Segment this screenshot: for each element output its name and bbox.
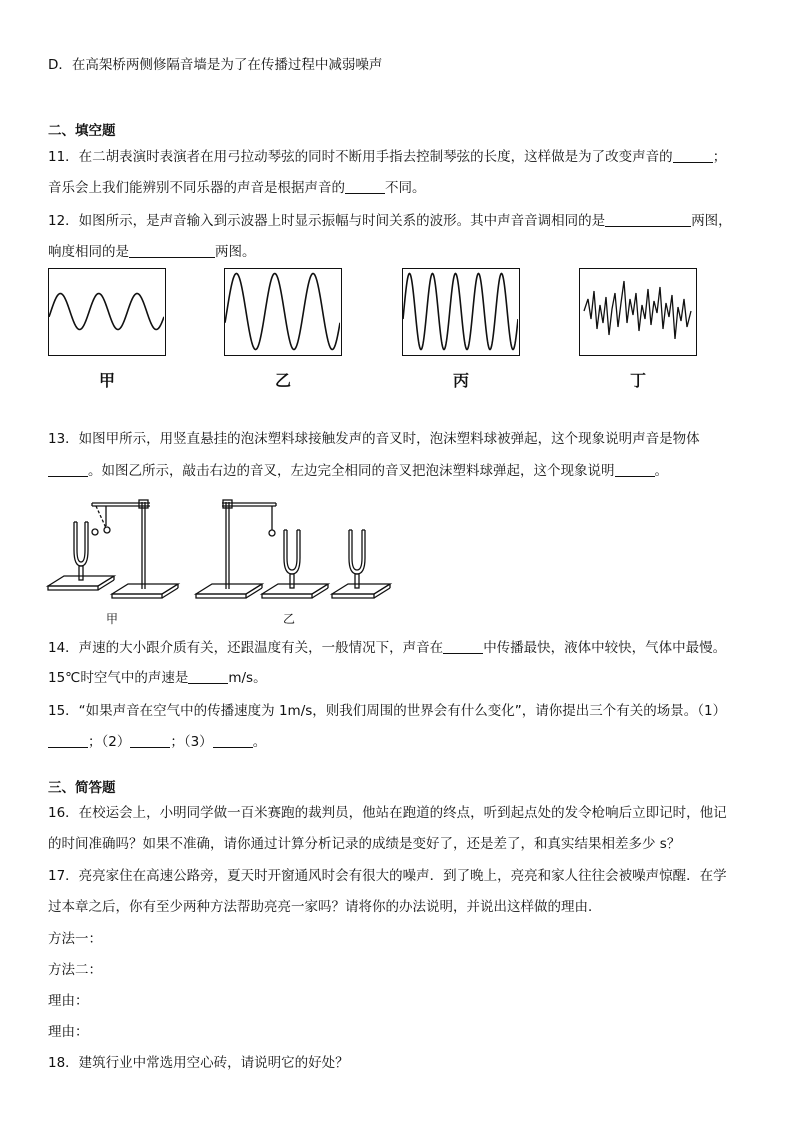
q14-line1 (48, 638, 726, 658)
q14-text2-end: m/s。 (228, 670, 267, 686)
q17-method1: 方法一： (48, 931, 102, 947)
q11-text1-end: ； (712, 149, 727, 165)
q13-text2-end: 。 (654, 463, 668, 479)
q18-line1: 18．建筑行业中常选用空心砖，请说明它的好处？ (48, 1055, 349, 1071)
q11-blank-2[interactable] (345, 179, 385, 194)
q12-blank-1[interactable] (605, 212, 691, 227)
section-title-fill-in: 二、填空题 (48, 123, 116, 139)
q12-text1: 12．如图所示，是声音输入到示波器上时显示振幅与时间关系的波形。其中声音音调相同的是 (48, 213, 606, 229)
q12-blank-2[interactable] (129, 243, 215, 258)
q16-line2: 的时间准确吗？如果不准确，请你通过计算分析记录的成绩是变好了，还是差了，和真实结果相差多少 s？ (48, 836, 681, 852)
waveform-yi (224, 268, 342, 356)
tuning-fork-figures (44, 494, 394, 606)
waveform-jia (48, 268, 166, 356)
q16-line1: 16．在校运会上，小明同学做一百米赛跑的裁判员，他站在跑道的终点，听到起点处的发令枪响后立即记时，他记 (48, 805, 727, 821)
q11-blank-1[interactable] (673, 148, 713, 163)
q11-line1 (48, 147, 726, 167)
waveform-yi-graphic (225, 269, 340, 354)
q11-line2 (48, 178, 426, 198)
q15-end: 。 (252, 734, 267, 750)
q17-line2: 过本章之后，你有至少两种方法帮助亮亮一家吗？请将你的办法说明，并说出这样做的理由． (48, 899, 602, 915)
q12-line1 (48, 211, 732, 231)
waveform-jia-graphic (49, 269, 164, 354)
section-title-short-answer: 三、简答题 (48, 780, 116, 796)
waveform-label-bing: 丙 (452, 371, 469, 390)
q14-line2 (48, 668, 267, 688)
q10-option-d: D．在高架桥两侧修隔音墙是为了在传播过程中减弱噪声 (48, 57, 383, 73)
q17-reason2: 理由： (48, 1024, 89, 1040)
waveform-ding (579, 268, 697, 356)
q14-text2: 15℃时空气中的声速是 (48, 670, 189, 686)
q15-blank-1[interactable] (48, 733, 88, 748)
q14-blank-2[interactable] (188, 669, 228, 684)
q13-blank-1[interactable] (48, 462, 88, 477)
q15-sep1: ；（2） (88, 734, 131, 750)
waveform-ding-graphic (580, 269, 695, 354)
waveform-bing-graphic (403, 269, 518, 354)
q14-text1-end: 中传播最快，液体中较快，气体中最慢。 (483, 640, 727, 656)
q17-reason1: 理由： (48, 993, 89, 1009)
q15-sep2: ；（3） (170, 734, 213, 750)
q15-blank-3[interactable] (213, 733, 253, 748)
q17-line1: 17．亮亮家住在高速公路旁，夏天时开窗通风时会有很大的噪声．到了晚上，亮亮和家人往往会被噪声惊醒．在学 (48, 868, 727, 884)
q13-text2: 。如图乙所示，敲击右边的音叉，左边完全相同的音叉把泡沫塑料球弹起，这个现象说明 (88, 463, 615, 479)
q12-text1-end: 两图， (691, 213, 732, 229)
q12-text2: 响度相同的是 (48, 244, 129, 260)
q15-blank-2[interactable] (130, 733, 170, 748)
q14-blank-1[interactable] (443, 639, 483, 654)
q11-text1: 11．在二胡表演时表演者在用弓拉动琴弦的同时不断用手指去控制琴弦的长度，这样做是为了改变声音的 (48, 149, 673, 165)
q12-text2-end: 两图。 (215, 244, 256, 260)
q11-text2: 音乐会上我们能辨别不同乐器的声音是根据声音的 (48, 180, 345, 196)
waveform-label-jia: 甲 (98, 371, 115, 390)
q13-line2 (48, 461, 668, 481)
fork-figure-label-yi: 乙 (283, 612, 296, 626)
fork-figure-label-jia: 甲 (106, 612, 119, 626)
q13-blank-2[interactable] (615, 462, 655, 477)
waveform-bing (402, 268, 520, 356)
q15-line1: 15．“如果声音在空气中的传播速度为 1m/s，则我们周围的世界会有什么变化”，请你提出三个有关的场景。（1） (48, 703, 727, 719)
q14-text1: 14．声速的大小跟介质有关，还跟温度有关，一般情况下，声音在 (48, 640, 444, 656)
q11-text2-end: 不同。 (385, 180, 426, 196)
waveform-label-ding: 丁 (629, 371, 646, 390)
waveform-label-yi: 乙 (274, 371, 291, 390)
q12-line2 (48, 242, 256, 262)
q17-method2: 方法二： (48, 962, 102, 978)
q15-line2 (48, 732, 266, 752)
q13-line1: 13．如图甲所示，用竖直悬挂的泡沫塑料球接触发声的音叉时，泡沫塑料球被弹起，这个现象说明声音是物体 (48, 431, 700, 447)
